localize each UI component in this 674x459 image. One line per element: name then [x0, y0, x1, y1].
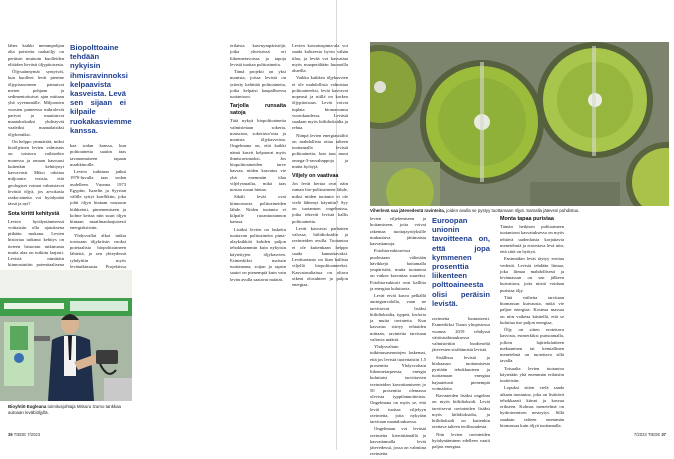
paragraph: Ongelmaan voi levästä ravinteita kierrättämällä ja kasvattamalla leviä jätevedessä, jossa on valmiina ravinteita. — [370, 426, 426, 457]
right-column-1 — [230, 43, 286, 284]
paragraph: Tämän hetkisen polttoaineen tuotantoon kasvatuksessa on myös tehtävä uudenlaisia korjattavia menetelmiä ja erotettava levä niin, että siitä on hyötyä. — [500, 224, 564, 254]
paragraph: Levien hyödyntämisessä voittaisiin olla ajatuksena pitkään mukana. Levien historiaa tutkinut kehitys on tieteen historian tutkimusta mutta alaa on tutkittu laajasti. Levistä nimittäin kiinnostuttiin potentiaalisena — [8, 218, 64, 268]
pull-quote: Euroopan unionin tavoitteena on, että jopa kymmenen prosenttia liikenteen polttoaineesta olisi peräisin levistä. — [432, 216, 490, 308]
paragraph: Lisäksi levien on laskettu tuottavan polttoainetta pinta-alayksikköä kohden paljon tehokkaammin kuin nykyisin käytettyjen öljykasvien. Esimerkiksi maissin tuottamana, soijan ja rapsin saatot on pienempiä kuin vain levän avulla saatavat määrät. — [230, 226, 286, 282]
paragraph: erilaisia kasvuympäristöjä, jotka yhteisössä eri liikennetavoissa ja tapoja levistä tuottaa polttoaineita. — [230, 43, 286, 67]
right-column-4 — [432, 216, 490, 451]
right-column-5 — [500, 216, 564, 430]
page-folio-left — [8, 432, 40, 437]
paragraph: Jos levät kertaa ovat näin ruman bio-polttoaineen lähde, miksi niiden tuotanto ei ole vielä lähtenyt käyntiin? Syy on tuotannon ongelmissa, jotka tekevät levistä kallis polttoainetta. — [292, 181, 348, 224]
paragraph: Levät eivät kasva pelkällä auringonvalolla, vaan ne tarvitsevat lisäksi hiilidioksidia, typpeä, fosforia ja muita ravinteita. Kun kasvatus siirtyy tehtaiden mittaan, ravinteita tarvitaan valtavia määriä. — [370, 293, 426, 342]
paragraph: On helppo ymmärtää, miksi bioöljyinen levien valmistus on toistuva vaihtoehto monessa ja omaan kasvuusi kuitenkin kehittynyt kasvavasti. Miksi odottaa miljoonia vuosia, että geologiset voimat valmistavat levästä öljyä, jos arvokasta raaka-ainetta voi hyödyntää tässä ja nyt? — [8, 138, 64, 207]
page-number: 37 — [661, 432, 666, 437]
paragraph: Niinpä levien energiasisältö on mahdollista ottaa talteen tuottamalla levistä polttoainetta, kun taas muut omega-3-rasvahappoja ja muita hyötyjä. — [292, 132, 348, 169]
photo-caption — [370, 208, 669, 214]
paragraph: Tätä vaihetta tarvitaan biomassan kuivausta, mikä vie paljon energiaa. Kosteaa massaa on niin vaikeaa käsitellä, että se kuluttaa itse paljon energiaa. — [500, 294, 564, 325]
caption-bold: Viherlevä saa jätevedestä ravinteita, — [370, 208, 446, 213]
paragraph: lähes kaikki memmpohjan alta poistettu raakaöljy on peräisin muinoin kuolleiden eliöiden lievästi öljypitoisesta. — [8, 43, 65, 67]
paragraph: Ravinteiden lisäksi ongelma on myös hiilidioksidi. Levät tarvitsevat ravinteiden lisäksi myös hiilidioksidia, ja hiilidioksidi on kuitenkin otettava talteen teollisuudesta. — [432, 393, 490, 430]
subheading: Viljely on vaativaa — [292, 173, 339, 179]
paragraph: Fotobioreaktoreissa puolestaan vältetään hävikkejä hoitamalla ympäristöä, mutta tuotantoa on vaikea kasvattaa suureksi. Fotobioreaktorit ovat kalliita ja energiaa kuluttavia. — [370, 248, 426, 291]
paragraph: Öljy on sitten erotettava kasvista, esimerkiksi puristamalla, jolloin lajittelulaitteen mekaaninen tai kemiallinen menetelmä on tuotettava sillä tavalla. — [500, 327, 564, 364]
subheading: Sota kiritti kehitystä — [8, 210, 60, 217]
caption-text: toimitusjohtaja Mitsuru Izumo tankkaa autoaan leväbiöljyllä. — [8, 404, 122, 415]
caption-name: Bioyhtiö Eugleana — [8, 404, 47, 409]
paragraph: Sikäli levät ovat kiinnostavia polttoaineiden lähde. Niiden tuotanto ei kilpaile ruoantuotannon kanssa. — [230, 194, 286, 225]
paragraph: Yhdysvallat alkoi tutkia tosissaan öljykriisin vuoksi poteiaalisia biopolttoaineen lähteitä, ja sen yhteydessä ryhdyttiin myös levätutkimusta. Projektissa — [70, 232, 126, 269]
folio-text: TIEDE 7/2023 — [13, 432, 41, 437]
folio-text: 7/2023 TIEDE — [633, 432, 661, 437]
paragraph: ravinteita luontaisesti. Esimerkiksi Turun yliopistossa vuonna 2019 tehdyssä väitöstutkimuksessa valmistettiin biodieseliä jätevesien sisältämistä levistä. — [432, 316, 490, 353]
paragraph: Sisällissa levistä ja biokaasun tuottamisesta pyritään tehokkuuteen ja tuottamaan energiaa hajautetusti pienempiä voimaloita. — [432, 354, 490, 391]
page-number: 36 — [8, 432, 13, 437]
paragraph: Vaikka kaikkea öljykasvien ei ole mahdollista valmistaa polttoaineeksi, levät kasvavat nopeasti ja niillä on korkea öljypitoisuus. Levät voivat tuplata biomassansa vuorokaudessa. Levästä saadaan myös hiilidioksidia ja rehua. — [292, 75, 348, 131]
page-folio-right — [634, 432, 666, 437]
paragraph: levien viljelemiseen ja hoitamiseen, joita voivat rakentaa tuottajayrityksille mukautuva jättimaisia kasvattamoja. — [370, 216, 426, 246]
pull-quote: Biopolttoaine tehdään nykyisin ihmisravinnoksi kelpaavista kasveista. Levä sen sijaan ei kilpaile ruokakasviemme kanssa. — [70, 43, 132, 135]
subheading: Tarjolla runsaita satoja — [230, 103, 286, 117]
algae-ponds-image — [370, 42, 669, 206]
subheading: Monta tapaa puristaa — [500, 216, 554, 222]
paragraph: Lopuksi sitten vielä saada aikaan tuotantoa, joka on lisättävä tehokkaasti kiinni ja kasvaa erikseen. Kolmas menetelmä on hydrotermisen nesteytys. Sillä saadaan talteen enemmän biomassaa kuin öljyä tuottamalla. — [500, 385, 564, 428]
right-column-3 — [370, 216, 426, 459]
right-page — [230, 0, 674, 457]
refuel-photo-image — [0, 270, 132, 401]
paragraph: Öljysaännymät syntyivät, kun kuolleet levät pienine öljypisaroineen painuivat meren pohjaan ja sedimentoituivat ajan mittaan yhä syvemmälle. Miljoonien vuosien paineessa mikrolevät parivat ja muuttuivat maataloskaiksi yhdistyvät vaaleiksi maanalaisiksi öljykentiksi. — [8, 69, 64, 137]
paragraph: Yhdysvaltain tutkimusaseuntojen laskemat, että jos levistä tuotettaisiin 1,5 prosenttia Yhdysvaltain liikennetarpeesta, energia kuluttaisi tarvittavien ravinteiden kasvattamiseen jo 50 prosenttia olemassa olevista typpilannoitteista. Ongelmana on myös se, että leviä tuottaa viljelyyn ravinteita, joita nykyään tarvitaan maatalouksessa. — [370, 344, 427, 424]
paragraph: Levien kasvatuspinta-ala voi saada kohteesta hyvin vähän tilaa, ja levää voi kasvattaa myös maaperältään huonoilla alueilla. — [292, 43, 348, 73]
paragraph: Levät kasvavat parhaiten valossa, hiilidioksidin ja ravinteiden avulla. Tuotantoa ei ole kuitenkaan helppo saada kannattavaksi. Levätuotanto on liian kallista viljellä biopolttoaineeksi. Kasvatusaltaissa on oltava oikeat olosuhteet ja paljon energiaa. — [292, 225, 348, 287]
paragraph: Tätä nykyä biopolttoaineita valmistetaan sokeria, maissista, sokeriruo'osta ja monista öljykasveista. Ongelmana on, että kaikki nämä kasvit kelpaavat myös ihmisravinnoksi. Jos biopolttoaineiden tarve kasvaa, niiden kasvatus vie yhä enemmän tilaa viljelysmailta, mikä taas nostaa ruoan hintaa. — [230, 118, 286, 192]
paragraph: Niin levien ravinteiden hyödyntäminen edelleen vaatii paljon energiaa. — [432, 431, 490, 450]
paragraph: Ensinnäkin levät täytyy erottaa vedestä. Levistä tehdään liimaa, joka liimaa mahdollisesti ja levämassan on sen jälkeen kuivattava, jotta niistä voidaan puristaa öljy. — [500, 256, 564, 293]
algae-ponds-photo — [370, 42, 669, 206]
paragraph: Levien tutkimus jatkui 1970-luvulla taas sodan uudelleen. Vuonna 1973 Egyptin, Israelin ja Syyrian välille syttyi konfliktin, joka johti öljyn hintaan nousuun kiihkeästi, pimenemiseen ja kolme kertaa niin suuri öljyn hintaan maailmanlaajuisesti energiakriisiin. — [70, 169, 126, 231]
caption-text: joiden avulla se pystyy tuottamaan öljyä. Samalla jätevesi puhdistuu. — [446, 208, 580, 213]
photo-caption — [8, 404, 132, 415]
right-column-2 — [292, 43, 348, 289]
paragraph: kaa sodan kanssa, kun polttoainetta saatiin taas tavanomaiseen tapaan markkinoille. — [70, 143, 126, 167]
refuel-photo — [0, 270, 132, 401]
paragraph: Tämä projekti on yksi monista, joissa levistä on yritetty kehittää polttoaineita, jotka kelpaisi kaupallisessa tuotantoon. — [230, 69, 286, 99]
paragraph: Toisaalta levien tuotantoa käytetään yhä enemmän erilaisiin tuotteisiin. — [500, 365, 564, 383]
